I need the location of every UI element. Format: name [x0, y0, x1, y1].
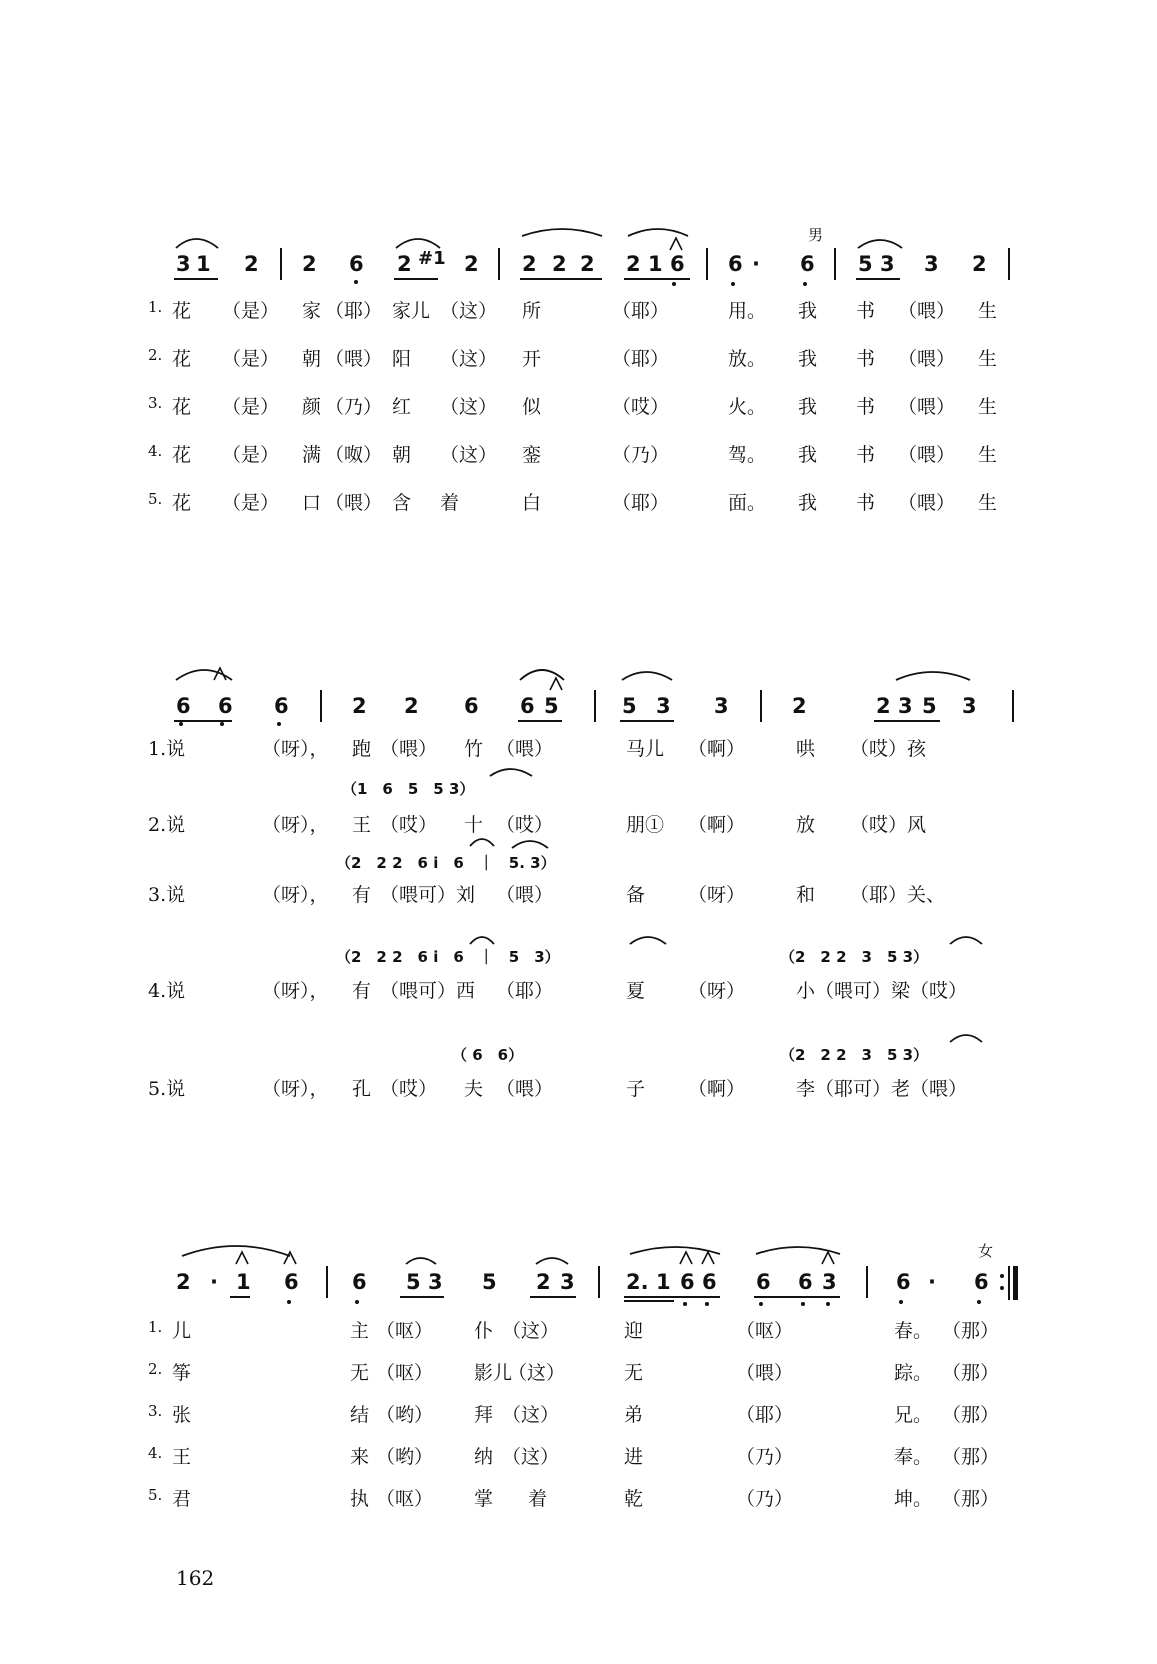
verse-number: 3.: [148, 394, 163, 412]
lyric: 有: [352, 884, 372, 906]
lyric: （呀），: [262, 884, 329, 906]
note: 3: [714, 694, 729, 718]
note: 3: [428, 1270, 443, 1294]
note: 3: [898, 694, 913, 718]
lyric: （呀），: [262, 738, 329, 760]
ossia-verse-3: （2 2 2 6 i 6 ｜ 5. 3）: [336, 854, 556, 872]
note: 2: [792, 694, 807, 718]
lyric: 放。: [728, 348, 767, 370]
lyric: 乾: [624, 1488, 644, 1510]
lyric: 驾。: [728, 444, 767, 466]
lyric: （呀）: [688, 980, 746, 1002]
lyric: 生: [978, 492, 998, 514]
note: 6: [274, 694, 289, 718]
lyric: 马儿: [626, 738, 665, 760]
lyric: （是）: [222, 348, 280, 370]
lyric: （这）: [508, 1362, 566, 1384]
lyric: 主: [350, 1320, 370, 1342]
note: 6: [349, 252, 364, 276]
note: 2: [626, 252, 641, 276]
lyric: 我: [798, 348, 818, 370]
lyric: （耶）: [612, 492, 670, 514]
lyric: 子: [626, 1078, 646, 1100]
note: 3: [924, 252, 939, 276]
note: 5: [858, 252, 873, 276]
lyric: 跑: [352, 738, 372, 760]
lyric: （耶）: [736, 1404, 794, 1426]
note: 3: [962, 694, 977, 718]
lyric: （喂）: [898, 444, 956, 466]
lyric: 生: [978, 300, 998, 322]
note: ·: [210, 1270, 218, 1294]
lyric: （喂）: [898, 348, 956, 370]
lyric: （耶）: [612, 348, 670, 370]
lyric: （啊）: [688, 1078, 746, 1100]
lyric: （哎）孩: [850, 738, 927, 760]
lyric: 2.说: [148, 814, 186, 836]
lyric: （那）: [942, 1446, 1000, 1468]
verse-number: 5.: [148, 1486, 163, 1504]
lyric: （乃）: [612, 444, 670, 466]
lyric: 着: [440, 492, 460, 514]
lyric: 奉。: [894, 1446, 933, 1468]
lyric: 影儿: [474, 1362, 513, 1384]
lyric: （喂可）刘: [380, 884, 476, 906]
male-label: 男: [808, 226, 824, 244]
note: 6: [520, 694, 535, 718]
lyric: 书: [856, 492, 876, 514]
lyric: （哎）: [380, 1078, 438, 1100]
note: #1: [418, 248, 446, 269]
lyric: （哟）: [376, 1446, 434, 1468]
lyric: 含: [392, 492, 412, 514]
lyric: 儿: [172, 1320, 192, 1342]
lyric: 花: [172, 492, 192, 514]
lyric: 颜: [302, 396, 322, 418]
lyric: 口: [302, 492, 322, 514]
lyric: （那）: [942, 1404, 1000, 1426]
lyric: 3.说: [148, 884, 186, 906]
lyric: 放: [796, 814, 816, 836]
lyric: （哎）: [496, 814, 554, 836]
lyric: （耶）: [612, 300, 670, 322]
lyric: （哟）: [376, 1404, 434, 1426]
ossia-verse-4a: （2 2 2 6 i 6 ｜ 5 3）: [336, 948, 560, 966]
note: 6: [756, 1270, 771, 1294]
lyric: 仆: [474, 1320, 494, 1342]
lyric: 朝: [302, 348, 322, 370]
lyric: （这）: [502, 1446, 560, 1468]
lyric: 夏: [626, 980, 646, 1002]
lyric: （乃）: [325, 396, 383, 418]
note: 1: [656, 1270, 671, 1294]
lyric: 纳: [474, 1446, 494, 1468]
lyric: 我: [798, 492, 818, 514]
ossia-verse-5a: （ 6 6）: [452, 1046, 524, 1064]
lyric: （呀），: [262, 1078, 329, 1100]
lyric: 迎: [624, 1320, 644, 1342]
lyric: 书: [856, 396, 876, 418]
lyric: 面。: [728, 492, 767, 514]
lyric: （喂）: [898, 492, 956, 514]
lyric: 火。: [728, 396, 767, 418]
note: 6: [728, 252, 743, 276]
lyric: （这）: [440, 300, 498, 322]
lyric: 花: [172, 444, 192, 466]
lyric: （呀），: [262, 980, 329, 1002]
note: 6: [798, 1270, 813, 1294]
lyric: （是）: [222, 444, 280, 466]
note: 2: [972, 252, 987, 276]
lyric: 白: [522, 492, 542, 514]
note: 5: [922, 694, 937, 718]
lyric: （喂）: [380, 738, 438, 760]
lyric: （那）: [942, 1362, 1000, 1384]
lyric: （啊）: [688, 738, 746, 760]
lyric: 我: [798, 444, 818, 466]
lyric: 书: [856, 348, 876, 370]
female-label: 女: [978, 1242, 994, 1260]
lyric: 花: [172, 300, 192, 322]
lyric: （这）: [502, 1404, 560, 1426]
note: 2: [352, 694, 367, 718]
verse-number: 4.: [148, 1444, 163, 1462]
lyric: （这）: [440, 348, 498, 370]
note: 5: [482, 1270, 497, 1294]
note: 2: [876, 694, 891, 718]
note: 6: [176, 694, 191, 718]
lyric: 筝: [172, 1362, 192, 1384]
note: 3: [176, 252, 191, 276]
lyric: （喂）: [496, 884, 554, 906]
lyric: 王: [352, 814, 372, 836]
page-number: 162: [176, 1566, 215, 1590]
lyric: 竹: [464, 738, 484, 760]
lyric: 书: [856, 300, 876, 322]
note: 6: [670, 252, 685, 276]
note: 2: [536, 1270, 551, 1294]
lyric: （喂）: [325, 348, 383, 370]
lyric: （呀），: [262, 814, 329, 836]
lyric: （喂）: [736, 1362, 794, 1384]
lyric: 坤。: [894, 1488, 933, 1510]
note: 5: [544, 694, 559, 718]
lyric: 家儿: [392, 300, 431, 322]
lyric: 无: [624, 1362, 644, 1384]
ossia-verse-2: （1 6 5 5 3）: [342, 780, 475, 798]
lyric: （喂）: [898, 396, 956, 418]
note: 3: [656, 694, 671, 718]
lyric: 备: [626, 884, 646, 906]
note: 3: [822, 1270, 837, 1294]
lyric: 李（耶可）老（喂）: [796, 1078, 968, 1100]
lyric: （喂）: [496, 1078, 554, 1100]
lyric: 踪。: [894, 1362, 933, 1384]
lyric: （耶）: [496, 980, 554, 1002]
verse-number: 1.: [148, 298, 163, 316]
lyric: 孔: [352, 1078, 372, 1100]
note: 6: [284, 1270, 299, 1294]
lyric: 1.说: [148, 738, 186, 760]
lyric: （是）: [222, 300, 280, 322]
lyric: 来: [350, 1446, 370, 1468]
lyric: 似: [522, 396, 542, 418]
note: ·: [752, 252, 760, 276]
lyric: 朋①: [626, 814, 665, 836]
note: 1: [196, 252, 211, 276]
verse-number: 2.: [148, 346, 163, 364]
note: ·: [928, 1270, 936, 1294]
lyric: 无: [350, 1362, 370, 1384]
lyric: （呕）: [376, 1320, 434, 1342]
lyric: （喂可）西: [380, 980, 476, 1002]
ossia-verse-5b: （2 2 2 3 5 3）: [780, 1046, 929, 1064]
note: 6: [896, 1270, 911, 1294]
lyric: 和: [796, 884, 816, 906]
note: 1: [648, 252, 663, 276]
note: 5: [622, 694, 637, 718]
note: 2: [580, 252, 595, 276]
lyric: 夫: [464, 1078, 484, 1100]
lyric: 有: [352, 980, 372, 1002]
lyric: 进: [624, 1446, 644, 1468]
lyric: （哎）: [380, 814, 438, 836]
lyric: （这）: [440, 396, 498, 418]
note: 6: [464, 694, 479, 718]
lyric: 弟: [624, 1404, 644, 1426]
lyric: 王: [172, 1446, 192, 1468]
note: 6: [680, 1270, 695, 1294]
lyric: （耶）关、: [850, 884, 946, 906]
lyric: （乃）: [736, 1488, 794, 1510]
lyric: （耶）: [325, 300, 383, 322]
lyric: 花: [172, 396, 192, 418]
lyric: 家: [302, 300, 322, 322]
verse-number: 2.: [148, 1360, 163, 1378]
lyric: （是）: [222, 396, 280, 418]
lyric: 拜: [474, 1404, 494, 1426]
lyric: （这）: [502, 1320, 560, 1342]
note: 2: [176, 1270, 191, 1294]
note: 2: [464, 252, 479, 276]
note: 6: [352, 1270, 367, 1294]
lyric: （喂）: [898, 300, 956, 322]
lyric: 生: [978, 444, 998, 466]
lyric: 小（喂可）梁（哎）: [796, 980, 968, 1002]
lyric: 着: [528, 1488, 548, 1510]
note: 2: [404, 694, 419, 718]
lyric: 兄。: [894, 1404, 933, 1426]
lyric: 花: [172, 348, 192, 370]
lyric: （呕）: [376, 1362, 434, 1384]
verse-number: 1.: [148, 1318, 163, 1336]
lyric: 我: [798, 396, 818, 418]
lyric: 我: [798, 300, 818, 322]
lyric: （喂）: [496, 738, 554, 760]
lyric: 銮: [522, 444, 542, 466]
note: 2: [302, 252, 317, 276]
note: 2.: [626, 1270, 649, 1294]
lyric: 君: [172, 1488, 192, 1510]
lyric: （呕）: [736, 1320, 794, 1342]
note: 1: [236, 1270, 251, 1294]
note: 6: [974, 1270, 989, 1294]
ossia-verse-4b: （2 2 2 3 5 3）: [780, 948, 929, 966]
verse-number: 3.: [148, 1402, 163, 1420]
note: 2: [522, 252, 537, 276]
note: 3: [560, 1270, 575, 1294]
note: 2: [244, 252, 259, 276]
lyric: （是）: [222, 492, 280, 514]
lyric: 生: [978, 396, 998, 418]
lyric: 用。: [728, 300, 767, 322]
note: 6: [702, 1270, 717, 1294]
lyric: （喂）: [325, 492, 383, 514]
lyric: 所: [522, 300, 542, 322]
lyric: （这）: [440, 444, 498, 466]
lyric: 开: [522, 348, 542, 370]
lyric: 十: [464, 814, 484, 836]
lyric: （那）: [942, 1320, 1000, 1342]
lyric: 朝: [392, 444, 412, 466]
lyric: 书: [856, 444, 876, 466]
lyric: （哎）: [612, 396, 670, 418]
lyric: 4.说: [148, 980, 186, 1002]
lyric: 结: [350, 1404, 370, 1426]
lyric: （乃）: [736, 1446, 794, 1468]
note: 6: [800, 252, 815, 276]
lyric: 哄: [796, 738, 816, 760]
lyric: 红: [392, 396, 412, 418]
note: 6: [218, 694, 233, 718]
lyric: （那）: [942, 1488, 1000, 1510]
lyric: （哎）风: [850, 814, 927, 836]
lyric: （呶）: [325, 444, 383, 466]
lyric: 满: [302, 444, 322, 466]
lyric: 执: [350, 1488, 370, 1510]
lyric: 张: [172, 1404, 192, 1426]
lyric: （呕）: [376, 1488, 434, 1510]
lyric: 春。: [894, 1320, 933, 1342]
lyric: 生: [978, 348, 998, 370]
note: 5: [406, 1270, 421, 1294]
lyric: 掌: [474, 1488, 494, 1510]
note: 2: [397, 252, 412, 276]
lyric: （啊）: [688, 814, 746, 836]
note: 2: [552, 252, 567, 276]
verse-number: 4.: [148, 442, 163, 460]
lyric: （呀）: [688, 884, 746, 906]
note: 3: [880, 252, 895, 276]
verse-number: 5.: [148, 490, 163, 508]
lyric: 5.说: [148, 1078, 186, 1100]
lyric: 阳: [392, 348, 412, 370]
